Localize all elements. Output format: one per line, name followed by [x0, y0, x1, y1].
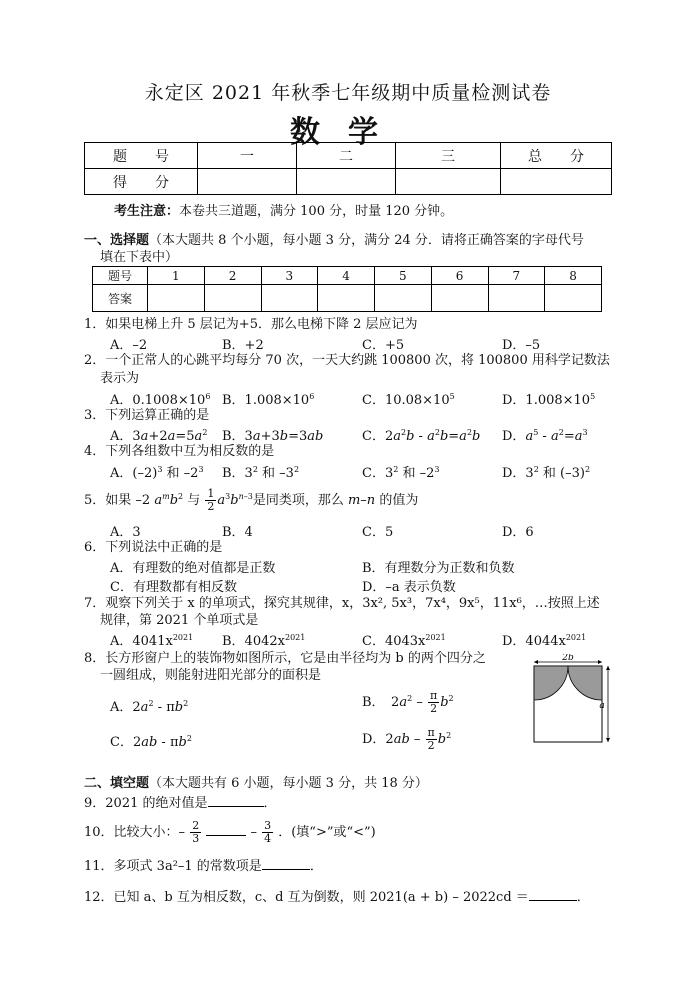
q4-option-b: B．$3^2$ 和 $-3^2$ [222, 465, 300, 481]
figure-label-a: a [599, 701, 605, 711]
q11-answer-blank[interactable] [262, 869, 310, 870]
q12-stem: 12．已知 a、b 互为相反数，c、d 互为倒数，则 2021(a + b) – 2022cd ＝ ． [84, 890, 590, 905]
answer-cell [204, 285, 261, 312]
answer-cell [488, 285, 545, 312]
answer-number: 4 [318, 267, 375, 285]
section2-instructions: （本大题共有 6 小题，每小题 3 分，共 18 分） [149, 776, 428, 791]
q8-option-b: B． $2a^2$ – $\frac{\pi}{2}$ $b^2$ [362, 689, 454, 715]
q7-option-a: A．$4041x^{2021}$ [110, 633, 194, 649]
score-cell [396, 169, 501, 195]
q2-option-b: B．$1.008\times 10^6$ [222, 392, 315, 408]
q2-stem-2: 表示为 [100, 371, 140, 386]
q4-option-d: D．$3^2$ 和 $(-3)^2$ [502, 465, 591, 481]
score-cell [198, 169, 297, 195]
q11-stem: 11．多项式 3a²–1 的常数项是 ． [84, 859, 323, 874]
q1-option-a: A．–2 [110, 338, 148, 353]
answer-number: 2 [204, 267, 261, 285]
q5-option-a: A．3 [110, 525, 141, 540]
notice-text: 本卷共三道题，满分 100 分，时量 120 分钟。 [179, 204, 454, 219]
q2-option-a: A．$0.1008\times 10^6$ [110, 392, 211, 408]
answer-number: 5 [375, 267, 432, 285]
answer-cell [375, 285, 432, 312]
score-header-cell: 题 号 [85, 143, 198, 169]
q1-option-b: B．+2 [222, 338, 264, 353]
q7-stem-2: 规律，第 2021 个单项式是 [100, 613, 259, 628]
section1-instructions: （本大题共 8 个小题，每小题 3 分，满分 24 分．请将正确答案的字母代号 [149, 233, 584, 248]
answer-number: 7 [488, 267, 545, 285]
q3-option-d: D．$a^5 - a^2=a^3$ [502, 428, 588, 444]
answer-number: 8 [545, 267, 602, 285]
q3-option-a: A．$3a+2a=5a^2$ [110, 428, 208, 444]
score-header-cell: 二 [297, 143, 396, 169]
q9-stem: 9．2021 的绝对值是 ． [84, 796, 277, 811]
q8-stem-2: 一圆组成，则能射进阳光部分的面积是 [100, 668, 322, 683]
q8-option-a: A．$2a^2 - \pi b^2$ [110, 699, 189, 715]
answer-cell [148, 285, 205, 312]
answer-cell [261, 285, 318, 312]
q9-answer-blank[interactable] [208, 806, 264, 807]
answer-number: 3 [261, 267, 318, 285]
notice-label: 考生注意： [114, 204, 180, 219]
q8-option-d: D．2ab – $\frac{\pi}{2}$ $b^2$ [362, 726, 452, 752]
score-header-cell: 三 [396, 143, 501, 169]
answer-number: 6 [431, 267, 488, 285]
section1-heading: 一、选择题 [84, 233, 150, 248]
q6-option-d: D．–a 表示负数 [362, 580, 456, 595]
q6-option-c: C．有理数都有相反数 [110, 580, 237, 595]
answer-cell [431, 285, 488, 312]
q1-option-d: D．–5 [502, 338, 541, 353]
section2-heading-line [84, 775, 428, 793]
q8-option-c: C．$2ab - \pi b^2$ [110, 734, 192, 750]
q5-stem: 5．如果 –2 $a^mb^2$ 与 $\frac{1}{2}$ $a^3b^{n-3}$是同类项，那么 m–n 的值为 [84, 487, 419, 513]
q1-option-c: C．+5 [362, 338, 405, 353]
figure-label-2b: 2b [562, 654, 574, 663]
q10-stem: 10．比较大小：– $\frac{2}{3}$ – $\frac{3}{4}$ ．(填“>”或“<”) [84, 819, 376, 845]
section2-heading: 二、填空题 [84, 776, 150, 791]
q10-answer-blank[interactable] [206, 835, 246, 836]
q2-option-c: C．$10.08\times 10^5$ [362, 392, 455, 408]
q12-answer-blank[interactable] [529, 900, 577, 901]
q6-stem: 6．下列说法中正确的是 [84, 540, 223, 555]
q6-option-a: A．有理数的绝对值都是正数 [110, 561, 276, 576]
q4-option-a: A．$(-2)^3$ 和 $-2^3$ [110, 465, 204, 481]
q3-option-c: C．$2a^2b - a^2b=a^2b$ [362, 428, 481, 444]
answer-cell [318, 285, 375, 312]
q1-stem: 1．如果电梯上升 5 层记为+5．那么电梯下降 2 层应记为 [84, 317, 418, 332]
q2-stem: 2．一个正常人的心跳平均每分 70 次，一天大约跳 100800 次，将 100800 用科学记数法 [84, 353, 610, 368]
score-row-label: 得 分 [85, 169, 198, 195]
q4-stem: 4．下列各组数中互为相反数的是 [84, 444, 275, 459]
q4-option-c: C．$3^2$ 和 $-2^3$ [362, 465, 440, 481]
score-cell [501, 169, 612, 195]
answer-table [92, 266, 602, 312]
q7-option-d: D．$4044x^{2021}$ [502, 633, 587, 649]
q7-option-c: C．$4043x^{2021}$ [362, 633, 446, 649]
answer-row-label: 答案 [93, 285, 148, 312]
subject-title: 数学 [290, 115, 406, 150]
q6-option-b: B．有理数分为正数和负数 [362, 561, 515, 576]
score-cell [297, 169, 396, 195]
q3-stem: 3．下列运算正确的是 [84, 408, 210, 423]
q3-option-b: B．3a+3b=3ab [222, 429, 324, 444]
answer-number: 1 [148, 267, 205, 285]
section1-instructions-2: 填在下表中） [100, 250, 179, 265]
q5-option-d: D．6 [502, 525, 534, 540]
exam-title: 永定区 2021 年秋季七年级期中质量检测试卷 [144, 82, 552, 104]
q8-stem: 8．长方形窗户上的装饰物如图所示，它是由半径均为 b 的两个四分之 [84, 651, 486, 666]
answer-table-label: 题号 [93, 267, 148, 285]
score-header-cell: 一 [198, 143, 297, 169]
q5-option-b: B．4 [222, 525, 253, 540]
q7-option-b: B．$4042x^{2021}$ [222, 633, 306, 649]
q7-stem: 7．观察下列关于 x 的单项式，探究其规律，x，3x², 5x³，7x⁴，9x⁵，11x⁶，…按照上述 [84, 596, 600, 611]
answer-cell [545, 285, 602, 312]
notice [114, 200, 453, 219]
section1-heading-line [84, 232, 584, 250]
window-figure [526, 654, 616, 746]
q5-option-c: C．5 [362, 525, 394, 540]
score-table [84, 142, 612, 195]
q2-option-d: D．$1.008\times 10^5$ [502, 392, 596, 408]
score-header-cell: 总 分 [501, 143, 612, 169]
